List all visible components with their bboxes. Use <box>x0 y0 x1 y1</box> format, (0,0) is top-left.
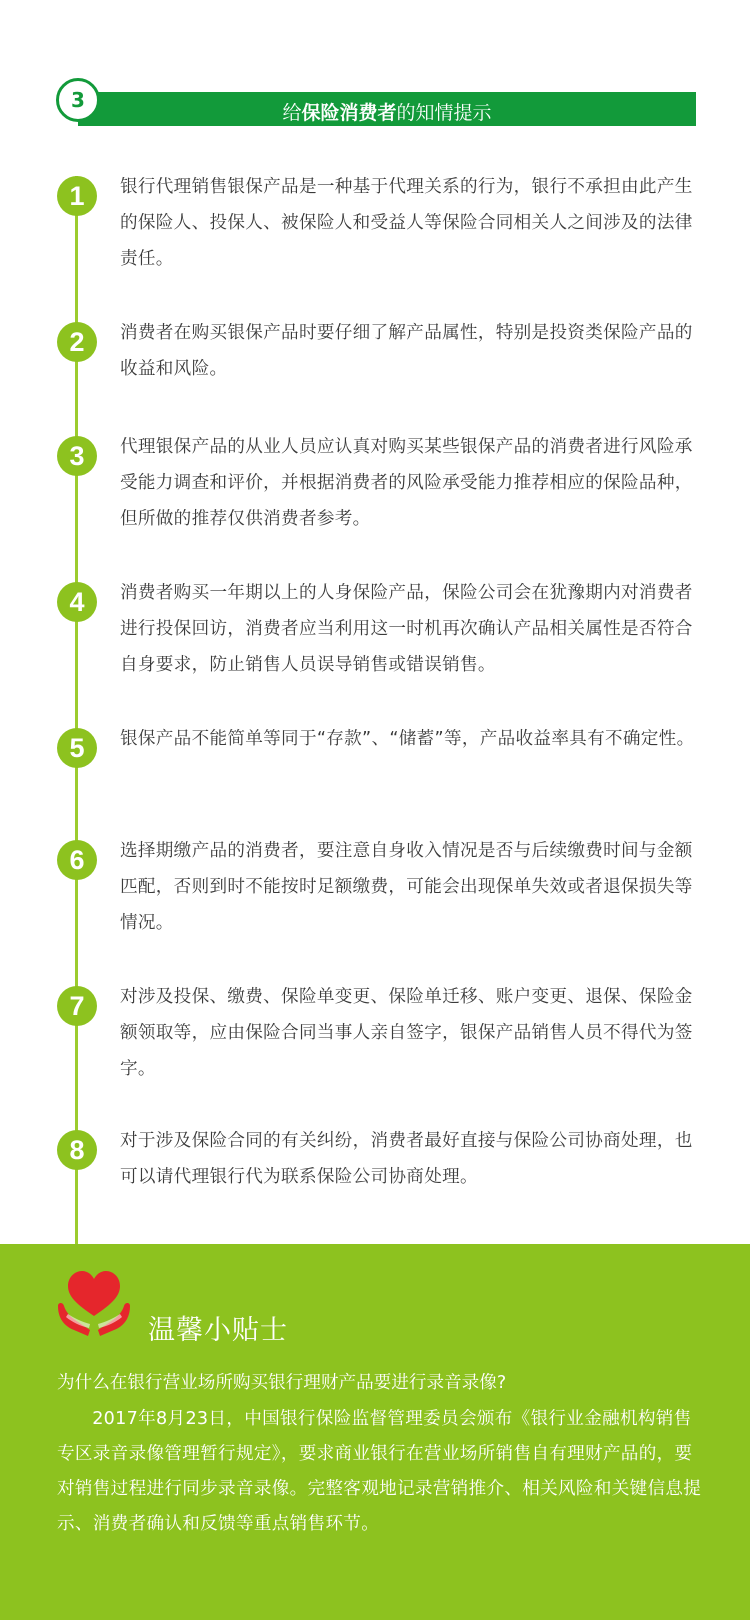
section-number: 3 <box>71 88 85 112</box>
section-title-suffix: 的知情提示 <box>396 102 492 124</box>
tips-question: 为什么在银行营业场所购买银行理财产品要进行录音录像? <box>57 1373 507 1393</box>
tip-text-2: 消费者在购买银保产品时要仔细了解产品属性，特别是投资类保险产品的收益和风险。 <box>120 323 693 379</box>
tip-number-4: 4 <box>57 582 97 622</box>
tip-text-3: 代理银保产品的从业人员应认真对购买某些银保产品的消费者进行风险承受能力调查和评价，并根据消费者的风险承受能力推荐相应的保险品种，但所做的推荐仅供消费者参考。 <box>120 437 693 529</box>
tip-number-1: 1 <box>57 176 97 216</box>
tip-number-7: 7 <box>57 986 97 1026</box>
tip-text-8: 对于涉及保险合同的有关纠纷，消费者最好直接与保险公司协商处理，也可以请代理银行代为联系保险公司协商处理。 <box>120 1131 693 1187</box>
tip-text-1: 银行代理销售银保产品是一种基于代理关系的行为，银行不承担由此产生的保险人、投保人、被保险人和受益人等保险合同相关人之间涉及的法律责任。 <box>120 177 693 269</box>
tips-title: 温馨小贴士 <box>148 1315 288 1346</box>
section-number-badge <box>56 78 100 122</box>
section-title-bold: 保险消费者 <box>301 102 397 124</box>
tip-number-2: 2 <box>57 322 97 362</box>
tip-number-6: 6 <box>57 840 97 880</box>
tips-body: 2017年8月23日，中国银行保险监督管理委员会颁布《银行业金融机构销售专区录音录像管理暂行规定》，要求商业银行在营业场所销售自有理财产品的，要对销售过程进行同步录音录像。完整客观地记录营销推介、相关风险和关键信息提示、消费者确认和反馈等重点销售环节。 <box>57 1409 702 1534</box>
heart-in-hands-icon <box>54 1266 134 1342</box>
section-title <box>78 98 696 125</box>
tip-number-8: 8 <box>57 1130 97 1170</box>
section-header <box>56 78 696 130</box>
tip-text-4: 消费者购买一年期以上的人身保险产品，保险公司会在犹豫期内对消费者进行投保回访，消费者应当利用这一时机再次确认产品相关属性是否符合自身要求，防止销售人员误导销售或错误销售。 <box>120 583 693 675</box>
section-title-bar <box>78 92 696 126</box>
tip-text-5: 银保产品不能简单等同于“存款”、“储蓄”等，产品收益率具有不确定性。 <box>120 729 695 749</box>
tip-number-5: 5 <box>57 728 97 768</box>
tip-text-7: 对涉及投保、缴费、保险单变更、保险单迁移、账户变更、退保、保险金额领取等，应由保险合同当事人亲自签字，银保产品销售人员不得代为签字。 <box>120 987 693 1079</box>
tip-number-3: 3 <box>57 436 97 476</box>
warm-tips-section <box>0 1244 750 1620</box>
section-title-prefix: 给 <box>282 102 302 124</box>
tip-text-6: 选择期缴产品的消费者，要注意自身收入情况是否与后续缴费时间与金额匹配，否则到时不能按时足额缴费，可能会出现保单失效或者退保损失等情况。 <box>120 841 693 933</box>
